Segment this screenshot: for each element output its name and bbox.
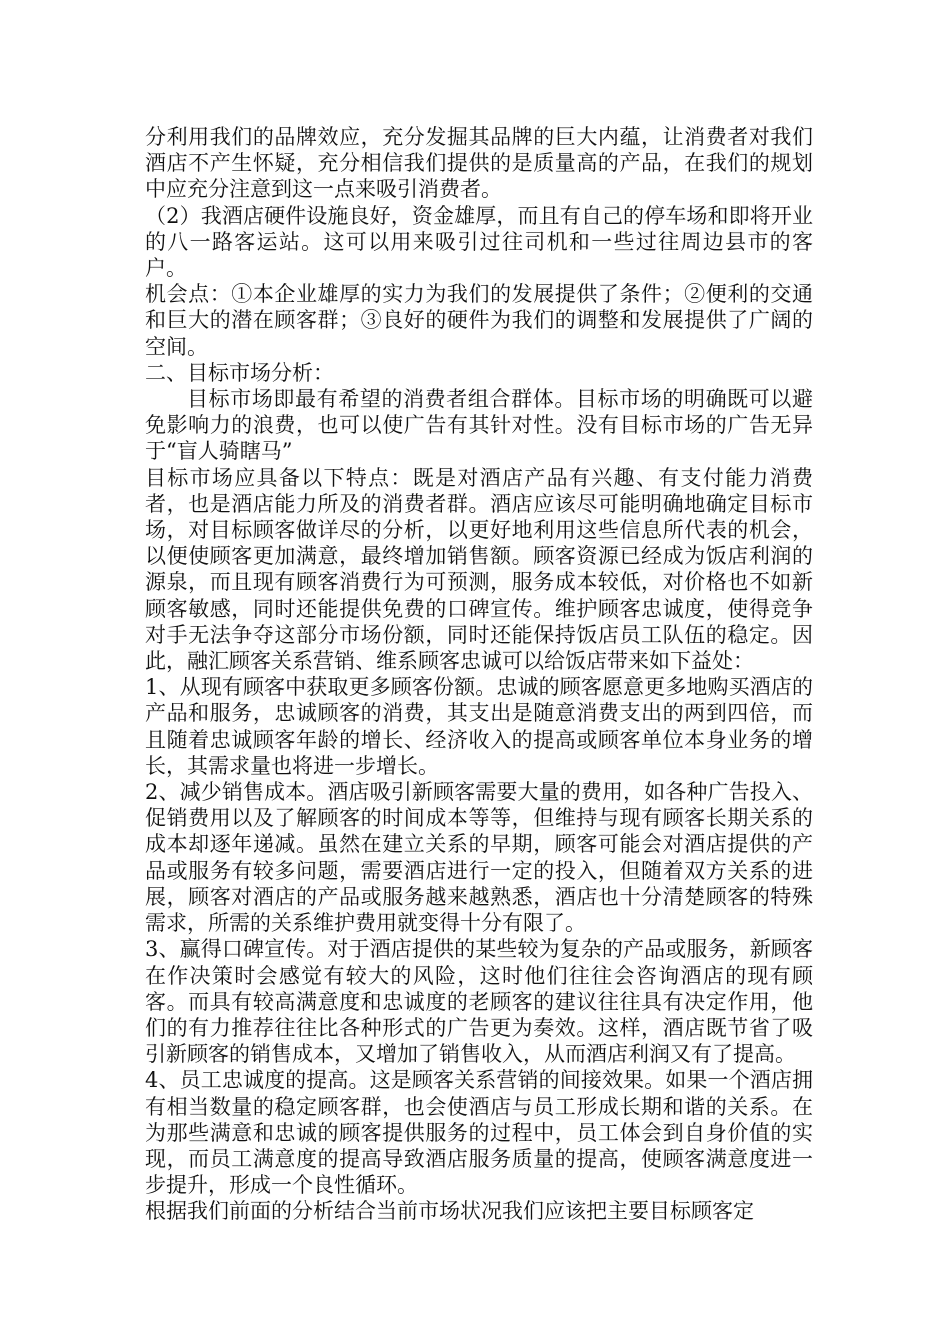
list-item-benefit-4: 4、员工忠诚度的提高。这是顾客关系营销的间接效果。如果一个酒店拥有相当数量的稳定顾客群，也会使酒店与员工形成长期和谐的关系。在为那些满意和忠诚的顾客提供服务的过程中，员工体会到自身价值的实现，而员工满意度的提高导致酒店服务质量的提高，使顾客满意度进一步提升，形成一个良性循环。: [145, 1068, 813, 1198]
list-item-benefit-3: 3、赢得口碑宣传。对于酒店提供的某些较为复杂的产品或服务，新顾客在作决策时会感觉有较大的风险，这时他们往往会咨询酒店的现有顾客。而具有较高满意度和忠诚度的老顾客的建议往往具有决定作用，他们的有力推荐往往比各种形式的广告更为奏效。这样，酒店既节省了吸引新顾客的销售成本，又增加了销售收入，从而酒店利润又有了提高。: [145, 937, 813, 1067]
document-body: [145, 124, 813, 1225]
paragraph-target-market-definition: 目标市场即最有希望的消费者组合群体。目标市场的明确既可以避免影响力的浪费，也可以使广告有其针对性。没有目标市场的广告无异于“盲人骑瞎马”: [145, 387, 813, 464]
list-item-benefit-1: 1、从现有顾客中获取更多顾客份额。忠诚的顾客愿意更多地购买酒店的产品和服务，忠诚顾客的消费，其支出是随意消费支出的两到四倍，而且随着忠诚顾客年龄的增长、经济收入的提高或顾客单位本身业务的增长，其需求量也将进一步增长。: [145, 675, 813, 778]
paragraph-opportunities: 机会点：①本企业雄厚的实力为我们的发展提供了条件；②便利的交通和巨大的潜在顾客群；③良好的硬件为我们的调整和发展提供了广阔的空间。: [145, 282, 813, 359]
paragraph-brand-effect: 分利用我们的品牌效应，充分发掘其品牌的巨大内蕴，让消费者对我们酒店不产生怀疑，充分相信我们提供的是质量高的产品，在我们的规划中应充分注意到这一点来吸引消费者。: [145, 125, 813, 202]
list-item-benefit-2: 2、减少销售成本。酒店吸引新顾客需要大量的费用，如各种广告投入、促销费用以及了解顾客的时间成本等等，但维持与现有顾客长期关系的成本却逐年递减。虽然在建立关系的早期，顾客可能会对酒店提供的产品或服务有较多问题，需要酒店进行一定的投入，但随着双方关系的进展，顾客对酒店的产品或服务越来越熟悉，酒店也十分清楚顾客的特殊需求，所需的关系维护费用就变得十分有限了。: [145, 780, 813, 936]
paragraph-target-market-features: 目标市场应具备以下特点：既是对酒店产品有兴趣、有支付能力消费者，也是酒店能力所及的消费者群。酒店应该尽可能明确地确定目标市场，对目标顾客做详尽的分析，以更好地利用这些信息所代表的机会，以便使顾客更加满意，最终增加销售额。顾客资源已经成为饭店利润的源泉，而且现有顾客消费行为可预测，服务成本较低，对价格也不如新顾客敏感，同时还能提供免费的口碑宣传。维护顾客忠诚度，使得竞争对手无法争夺这部分市场份额，同时还能保持饭店员工队伍的稳定。因此，融汇顾客关系营销、维系顾客忠诚可以给饭店带来如下益处：: [145, 465, 813, 674]
paragraph-hardware-advantage: （2）我酒店硬件设施良好，资金雄厚，而且有自己的停车场和即将开业的八一路客运站。这可以用来吸引过往司机和一些过往周边县市的客户。: [145, 203, 813, 281]
paragraph-conclusion-start: 根据我们前面的分析结合当前市场状况我们应该把主要目标顾客定: [145, 1199, 754, 1224]
section-heading-target-market: 二、目标市场分析：: [145, 360, 334, 385]
